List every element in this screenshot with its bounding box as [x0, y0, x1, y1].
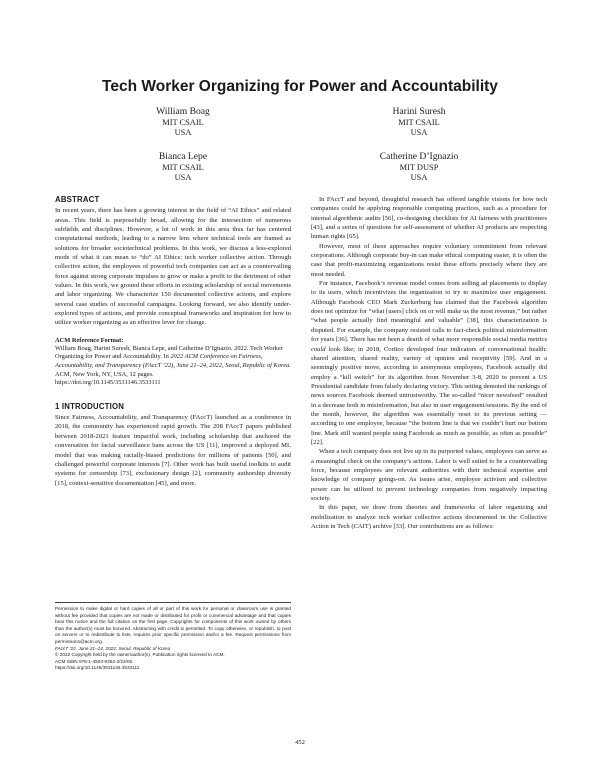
footnote-isbn: ACM ISBN 978-1-4503-9352-2/22/06. — [55, 658, 134, 664]
author-name: Catherine D’Ignazio — [379, 151, 459, 162]
body-emphasis: could — [311, 345, 326, 353]
reference-doi-link[interactable]: https://doi.org/10.1145/3531146.3533111 — [55, 379, 161, 387]
author-name: Harini Suresh — [392, 106, 446, 117]
body-text: For instance, Facebook’s revenue model comes from selling ad placements to display to its users, which incentivizes the organization to try to maximize user engagement. Although Facebook CEO Mark Zuckerburg has claimed that the Facebook algorithm does not optimize for “what [users] click on or will make us the most revenue,” but rather “what people actually find meaningful and valuable” [38], this characterization is disputed. For example, the company resisted calls to fact-check political misinformation for years [36]. There has not been a dearth of what more responsible social media metrics — [311, 280, 547, 344]
left-column — [55, 195, 291, 488]
paper-title: Tech Worker Organizing for Power and Accountability — [102, 78, 498, 95]
introduction-heading: 1 INTRODUCTION — [55, 401, 125, 411]
author-affiliation: MIT CSAIL — [162, 118, 204, 127]
introduction-paragraph: Since Fairness, Accountability, and Transparency (FAccT) launched as a conference in 2018, the community has experienced rapid growth. The 208 FAccT papers published between 2018-2021 feature impactful work, including scholarship that anchored the conversation for facial surveillance bans across the US [11], improved a deployed ML model that was making racially-biased predictions for millions of patients [50], and challenged powerful corporate interests [7]. Other work has built useful toolkits to audit systems for censorship [73], exclusionary design [2], community authorship diversity [15], context-sensitive documentation [45], and more. — [55, 414, 291, 487]
author-country: USA — [410, 128, 428, 138]
author-name: William Boag — [156, 106, 210, 117]
author-affiliation: MIT DUSP — [399, 163, 439, 172]
author-block — [83, 151, 283, 183]
author-affiliation: MIT CSAIL — [162, 163, 204, 172]
author-block — [319, 106, 519, 138]
permission-footnote — [55, 602, 291, 672]
author-affiliation: MIT CSAIL — [398, 118, 440, 127]
author-country: USA — [410, 173, 428, 183]
abstract-heading: ABSTRACT — [55, 195, 100, 204]
footnote-copyright: © 2022 Copyright held by the owner/author(s). Publication rights licensed to ACM. — [55, 652, 225, 658]
author-block — [319, 151, 519, 183]
author-country: USA — [174, 173, 192, 183]
reference-authors: William Boag, Harini Suresh, Bianca Lepe, and Catherine D’Ignazio. 2022. Tech Worker Organizing for Power and Accountability. In — [55, 344, 283, 361]
reference-format-text — [55, 345, 291, 388]
body-paragraph — [311, 279, 547, 447]
right-column — [311, 195, 547, 531]
body-paragraph: In FAccT and beyond, thoughtful research has offered tangible visions for how tech companies could be applying responsible computing practices, such as a procedure for internal algorithmic audits [56], co-designing checklists for AI fairness with practitioners [43], and a series of questions for self-assessment of whether AI products are respecting human rights [65]. — [311, 196, 547, 241]
body-paragraph: When a tech company does not live up to its purported values, employees can serve as a meaningful check on the company’s actions. Labor is well suited to be a countervailing force, because employees are relevant authorities with their technical expertise and knowledge of company goings-on. As issues arise, employee activism and collective power can be utilized to prevent technology companies from negatively impacting society. — [311, 448, 547, 502]
reference-publisher: ACM, New York, NY, USA, 12 pages. — [55, 370, 154, 378]
permission-notice: Permission to make digital or hard copies of all or part of this work for personal or classroom use is granted without fee provided that copies are not made or distributed for profit or commercial advantage and that copies bear this notice and the full citation on the first page. Copyrights for components of this work owned by others than the author(s) must be honored. Abstracting with credit is permitted. To copy otherwise, or republish, to post on servers or to redistribute to lists, requires prior specific permission and/or a fee. Request permissions from permissions@acm.org. — [55, 606, 291, 644]
page-number: 452 — [295, 739, 305, 746]
body-text: look like; in 2018, Cortico developed four indicators of conversational health: shared attention, shared reality, variety of opinion and receptivity [59]. And in a seemingly positive move, according to anonymous employees, Facebook actually did employ a “kill switch” for its algorithm from November 3-8, 2020 to prevent a US Presidential candidate from falsely declaring victory. This setting demoted the rankings of news sources Facebook deemed untrustworthy. The so-called “nicer newsfeed” resulted in a decrease both in misinformation, but also in user engagement/sessions. By the end of the month, however, the algorithm was essentially reset to its previous setting — according to one employee, because “the bottom line is that we couldn’t hurt our bottom line. Mark still wanted people using Facebook as much as possible, as often as possible” [22]. — [311, 345, 547, 446]
reference-venue: 2022 ACM Conference on Fairness, Accountability, and Transparency (FAccT ’22), June 21–24, 2022, Seoul, Republic of Korea. — [55, 353, 291, 369]
footnote-doi-link[interactable]: https://doi.org/10.1145/3531146.3533111 — [55, 665, 140, 671]
footnote-conference: FAccT ’22, June 21–24, 2022, Seoul, Republic of Korea — [55, 645, 171, 651]
author-name: Bianca Lepe — [158, 151, 208, 162]
author-country: USA — [174, 128, 192, 138]
author-block — [83, 106, 283, 138]
reference-format-label: ACM Reference Format: — [55, 336, 124, 344]
body-paragraph: In this paper, we draw from theories and frameworks of labor organizing and mobilization to analyze tech worker collective actions documented in the Collective Action in Tech (CAIT) archive [33]. Our contributions are as follows: — [311, 504, 547, 531]
body-paragraph: However, most of these approaches require voluntary commitment from relevant corporations. Although corporate buy-in can make ethical computing easier, it is often the case that profit-maximizing organizations resist these efforts precisely where they are most needed. — [311, 242, 547, 278]
abstract-text: In recent years, there has been a growing interest in the field of “AI Ethics” and related areas. This field is purposefully broad, allowing for the intersection of numerous subfields and disciplines. However, a lot of work in this area thus far has centered computational methods, leading to a narrow lens where technical tools are framed as solutions for broader sociotechnical problems. In this work, we discuss a less-explored mode of what it can mean to “do” AI Ethics: tech worker collective action. Through collective action, the employees of powerful tech companies can act as a countervailing force against strong corporate impulses to grow or make a profit to the detriment of other values. In this work, we ground these efforts in existing scholarship of social movements and labor organizing. We characterize 150 documented collective actions, and explore several case studies of successful campaigns. Looking forward, we also identify under-explored types of actions, and provide conceptual frameworks and inspiration for how to utilize worker organizing as an effective lever for change. — [55, 207, 291, 327]
